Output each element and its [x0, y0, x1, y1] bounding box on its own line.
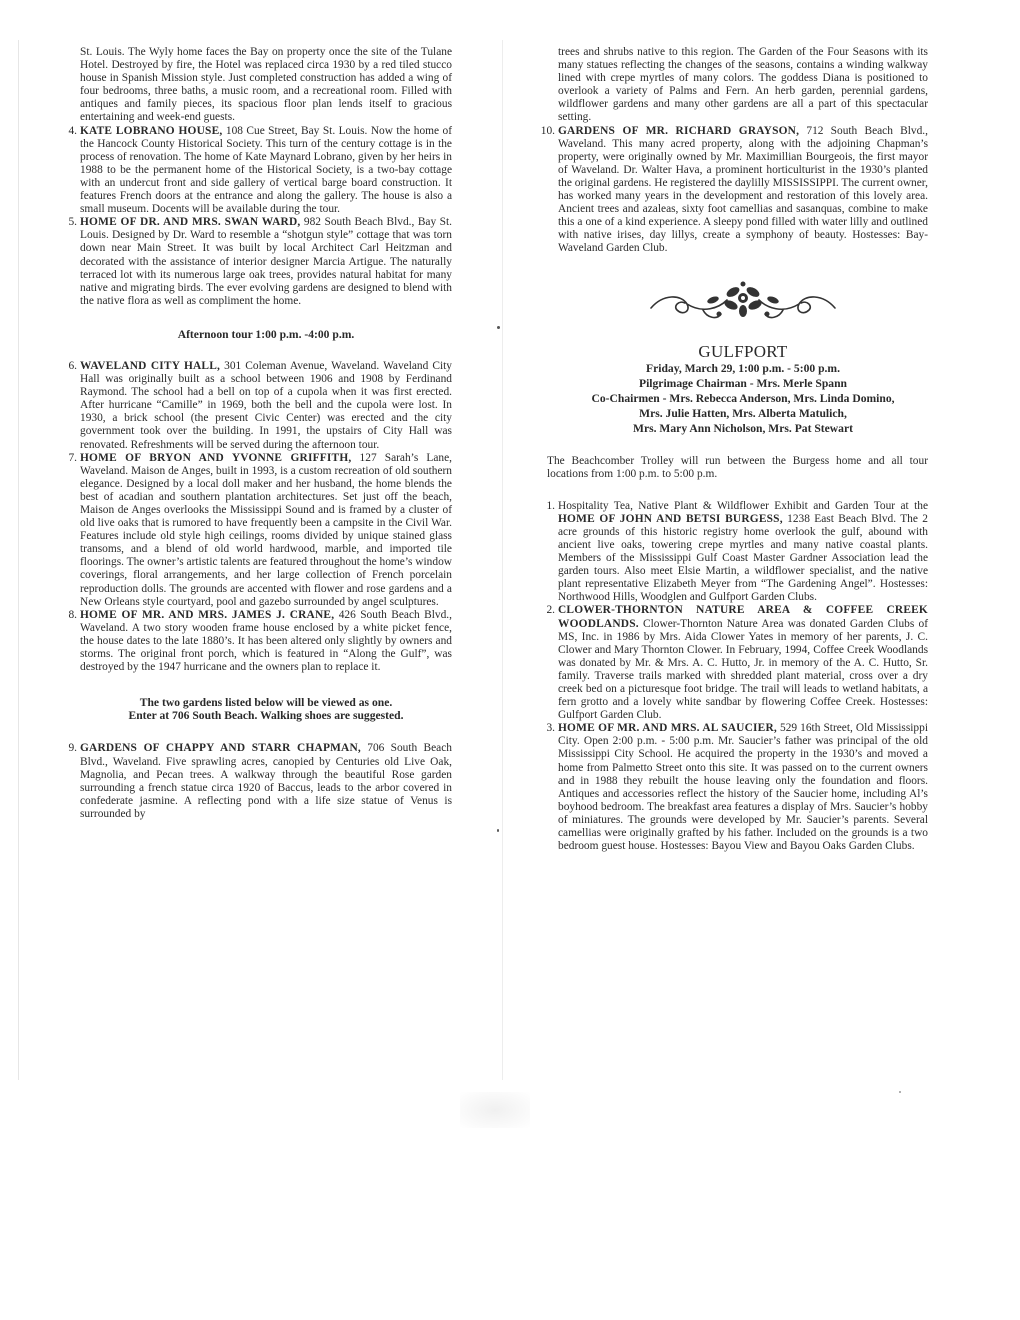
item-title: HOME OF DR. AND MRS. SWAN WARD, — [80, 216, 301, 229]
scan-speck — [497, 829, 499, 832]
scan-smudge — [460, 1092, 530, 1128]
pilgrimage-chairman: Pilgrimage Chairman - Mrs. Merle Spann — [638, 376, 847, 390]
item-number: 5. — [68, 216, 77, 229]
item-text: 426 South Beach Blvd., Waveland. A two story wooden frame house enclosed by a white picket fence, the house dates to the late 1880’s. It has been altered only slightly by owners and storms. The original front porch, which is featured in “Along the Gulf”, was destroyed by the 1947 hurricane and the owners plan to replace it. — [80, 608, 452, 674]
item-text: 301 Coleman Avenue, Waveland. Waveland City Hall was originally built as a school between 1906 and 1908 by Ferdinand Raymond. The school had a bell on top of a cupola when it was first erected. After hurricane “Camille” in 1969, both the bell and the cupola were lost. In 1930, a brick school (the present Civic Center) was erected and the city government took over the building. In 1991, the upstairs of City Hall was renovated. Refreshments will be served during the afternoon tour. — [80, 359, 452, 451]
tour-item-7 — [68, 451, 452, 609]
gulfport-item-2 — [546, 604, 928, 722]
scan-speck — [497, 326, 500, 329]
gulfport-item-1 — [546, 499, 928, 605]
item-title: WAVELAND CITY HALL, — [80, 359, 221, 372]
left-column — [68, 46, 453, 821]
item-number: 1. — [546, 499, 555, 512]
item-number: 10. — [540, 124, 555, 137]
item-number: 2. — [546, 604, 555, 617]
gardens-note-line-2: Enter at 706 South Beach. Walking shoes are suggested. — [128, 709, 404, 723]
item-text: 1238 East Beach Blvd. The 2 acre grounds of this historic registry home overlook the gulf, abound with ancient live oaks, towering crepe myrtles and many native coastal plants. Members of the Mississippi Gulf Coast Master Gardner Association lead the garden tours. Also meet Elsie Martin, a wildflower specialist, and the native plant representative Elizabeth Meyer from “The Gardening Angel”. Hostesses: Northwood Hills, Woodglen and Gulfport Garden Clubs. — [558, 512, 928, 604]
item-text: 706 South Beach Blvd., Waveland. Five sprawling acres, canopied by Centuries old Live Oak, Magnolia, and Pecan trees. A walkway through the beautiful Rose garden surrounding a french statue circa 1920 of Baccus, leads to the arbor covered in confederate jasmine. A reflecting pond with a life size statue of Venus is surrounded by — [80, 742, 452, 820]
item-text: 529 16th Street, Old Mississippi City. Open 2:00 p.m. - 5:00 p.m. Mr. Saucier’s father was principal of the old Mississippi City School. He acquired the property in the 1930’s and moved a home from Palmetto Street onto this site. It was passed on to the current owners and in 1988 they rebuilt the house leaving only the foundation and floors. Antiques and accessories reflect the history of the Saucier home, including Al’s boyhood bedroom. The breakfast area features a display of Mrs. Saucier’s hobby of miniatures. The grounds were developed by Mr. Saucier’s parents. Several camellias were originally grafted by his father. Included on the grounds is a two bedroom guest house. Hostesses: Bayou View and Bayou Oaks Garden Clubs. — [558, 722, 928, 853]
continued-paragraph: trees and shrubs native to this region. The Garden of the Four Seasons with its many statues reflecting the changes of the seasons, contains a winding walkway lined with crepe myrtles of many colors. The goddess Diana is positioned to overlook a variety of Palms and Fern. An herb garden, perennial gardens, wildflower gardens and many other gardens are all a part of this spectacular setting. — [558, 46, 928, 124]
co-chairmen-line-2: Mrs. Julie Hatten, Mrs. Alberta Matulich, — [639, 407, 847, 421]
scan-speck — [899, 1091, 901, 1093]
item-text: 127 Sarah’s Lane, Waveland. Maison de Anges, built in 1993, is a custom recreation of old southern elegance. Designed by a local doll maker and her husband, the home blends the best of acadian and southern plantation architectures. Set just off the beach, Maison de Anges overlooks the Mississippi Sound and is framed by a cluster of old live oaks that is rumored to have frequently been a campsite in the Civil War. Features include old style high ceilings, rooms divided by unique stained glass transoms, and a blend of old world hardwood, marble, and imported tile floorings. The owner’s artistic talents are featured throughout the home’s window coverings, floral arrangements, and her large collection of French porcelain reproduction dolls. The grounds are accented with flower and rose gardens and a New Orleans style courtyard, pool and gazebo surrounded by angel sculptures. — [80, 451, 452, 608]
tour-item-4 — [68, 124, 452, 217]
item-text: Clower-Thornton Nature Area was donated Garden Clubs of MS, Inc. in 1986 by Mrs. Aida Clower Yates in memory of her parents, J. C. Clower and Mary Thornton Clower. In February, 1994, Coffee Creek Woodlands was donated by Mr. & Mrs. A. C. Hutto, Jr. in memory of the A. C. Hutto, Sr. family. Traverse trails marked with shredded plant material, cross over a dry creek bed on a picturesque foot bridge. The trail will leads to wetland habitats, a fern grotto and a lovely white sandbar by flowering Coffee Creek. Hostesses: Gulfport Garden Club. — [558, 617, 928, 722]
item-title: KATE LOBRANO HOUSE, — [80, 124, 223, 137]
gulfport-heading: GULFPORT — [698, 341, 788, 361]
tour-item-10 — [540, 124, 928, 256]
gulfport-item-3 — [546, 722, 928, 853]
item-intro: Hospitality Tea, Native Plant & Wildflower Exhibit and Garden Tour at the — [558, 499, 928, 512]
intro-paragraph: St. Louis. The Wyly home faces the Bay on property once the site of the Tulane Hotel. Destroyed by fire, the Hotel was replaced circa 1930 by a red tiled stucco house in Spanish Mission style. Just completed construction has added a wing of four bedrooms, three baths, a music room, and a recreational room. Filled with antiques and family pieces, its spacious floor plan lends itself to gracious entertaining and week-end guests. — [80, 46, 452, 124]
item-number: 8. — [68, 608, 77, 621]
tour-item-9 — [68, 742, 452, 821]
trolley-note: The Beachcomber Trolley will run between the Burgess home and all tour locations from 1:00 p.m. to 5:00 p.m. — [547, 454, 928, 480]
item-number: 7. — [68, 451, 77, 464]
scan-edge-left — [18, 40, 19, 1080]
item-text: 982 South Beach Blvd., Bay St. Louis. Designed by Dr. Ward to resemble a “shotgun style” cottage that was torn down near Main Street. It was built by local Architect Carl Heitzman and decorated with the assistance of interior designer Marcia Artigue. The naturally terraced lot with its numerous large oak trees, provides natural habitat for many native and migrating birds. The ever evolving gardens are designed to blend with the native flora as well as compliment the home. — [80, 216, 453, 307]
floral-ornament-icon — [643, 278, 843, 324]
right-column — [540, 46, 928, 853]
item-title: GARDENS OF CHAPPY AND STARR CHAPMAN, — [80, 742, 361, 755]
item-title: HOME OF BRYON AND YVONNE GRIFFITH, — [80, 451, 352, 464]
item-text: 712 South Beach Blvd., Waveland. This many acred property, along with the adjoining Chapman’s property, were originally owned by Mr. Maximillian Bourgeois, the first mayor of Waveland. Dr. Walter Hava, a prominent horticulturist in the 1930’s planted the original gardens. He registered the daylilly MISSISSIPPI. The current owner, has worked many years in the development and restoration of this lovely area. Ancient trees and azaleas, sixty foot camellias and sasanquas, combine to make this a one of a kind experience. A sleepy pond filled with water lilly and outlined with native irises, day lillys, create a symphony of beauty. Hostesses: Bay-Waveland Garden Club. — [558, 124, 928, 255]
item-number: 4. — [68, 124, 77, 137]
afternoon-tour-heading: Afternoon tour 1:00 p.m. -4:00 p.m. — [177, 327, 355, 341]
item-title: GARDENS OF MR. RICHARD GRAYSON, — [558, 124, 800, 137]
item-title: HOME OF MR. AND MRS. AL SAUCIER, — [558, 722, 777, 735]
item-title: CLOWER-THORNTON NATURE AREA & COFFEE CREEK WOODLANDS. — [558, 604, 928, 630]
tour-item-6 — [68, 359, 452, 452]
item-number: 3. — [546, 722, 555, 735]
item-text: 108 Cue Street, Bay St. Louis. Now the home of the Hancock County Historical Society. This turn of the century cottage is in the process of renovation. The home of Kate Maynard Lobrano, given by her heirs in 1988 to be the permanent home of the Historical Society, is a two-bay cottage with an undercut front and side gallery of vertical barge board construction. It features French doors at the entrance and along the gallery. The house is also a small museum. Docents will be available during the tour. — [80, 124, 452, 216]
gardens-note-line-1: The two gardens listed below will be viewed as one. — [139, 696, 393, 710]
tour-item-5 — [68, 216, 453, 308]
gulfport-date: Friday, March 29, 1:00 p.m. - 5:00 p.m. — [646, 361, 840, 375]
scan-edge-center — [502, 40, 503, 1080]
co-chairmen-line-3: Mrs. Mary Ann Nicholson, Mrs. Pat Stewart — [633, 422, 853, 436]
item-title: HOME OF JOHN AND BETSI BURGESS, — [558, 512, 783, 525]
item-title: HOME OF MR. AND MRS. JAMES J. CRANE, — [80, 608, 335, 621]
item-number: 9. — [68, 742, 77, 755]
item-number: 6. — [68, 359, 77, 372]
co-chairmen-line-1: Co-Chairmen - Mrs. Rebecca Anderson, Mrs. Linda Domino, — [591, 391, 895, 405]
tour-item-8 — [68, 608, 452, 674]
